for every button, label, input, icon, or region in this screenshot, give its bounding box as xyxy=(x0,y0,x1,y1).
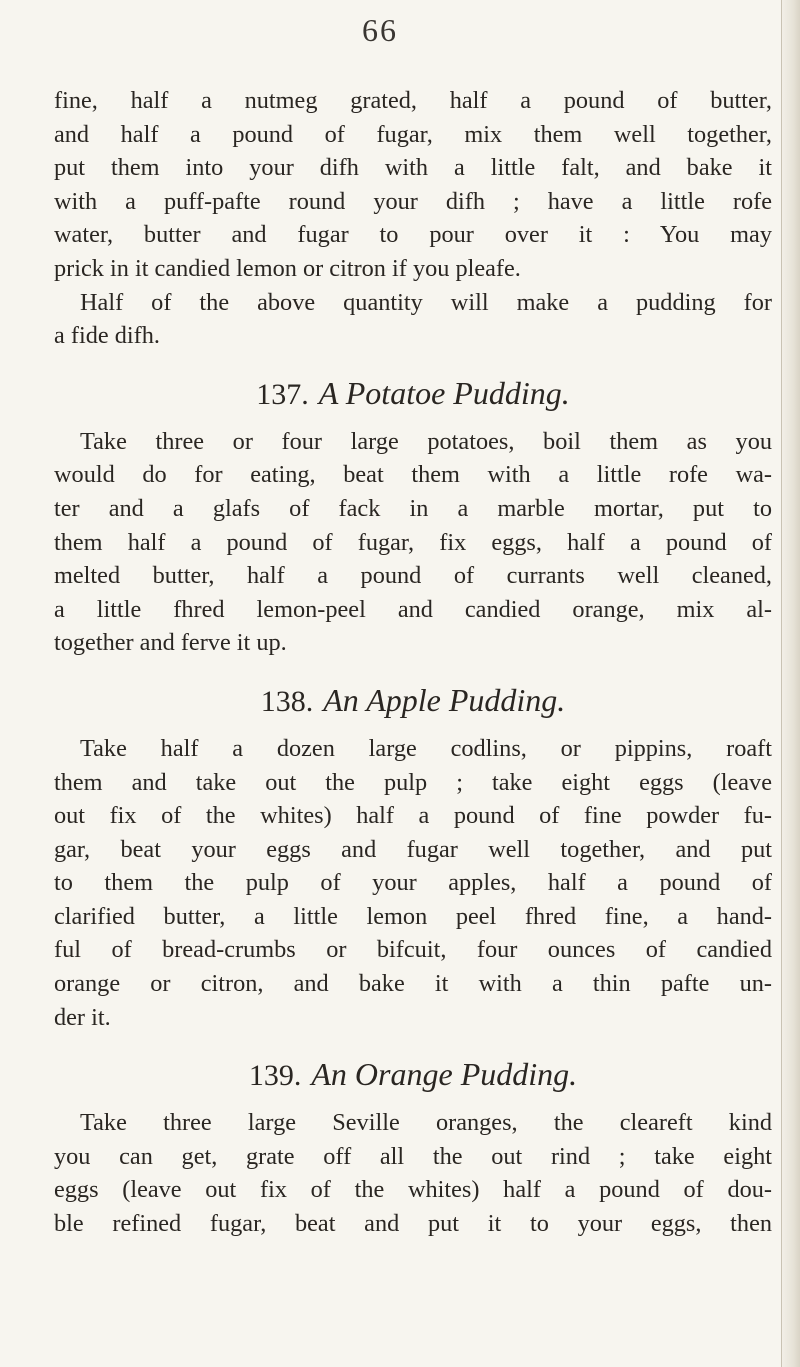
recipe-number: 138. xyxy=(260,684,314,718)
text-line: prick in it candied lemon or citron if you pleafe. xyxy=(54,254,521,282)
text-line: der it. xyxy=(54,1003,111,1031)
text-line: them and take out the pulp ; take eight eggs (leave xyxy=(54,768,772,796)
text-line: with a puff-pafte round your difh ; have a little rofe xyxy=(54,187,772,215)
text-line: fine, half a nutmeg grated, half a pound of butter, xyxy=(54,87,772,114)
text-line: a little fhred lemon-peel and candied orange, mix al- xyxy=(54,595,772,623)
facing-page-edge xyxy=(781,0,800,1367)
text-line: them half a pound of fugar, fix eggs, half a pound of xyxy=(54,528,772,556)
text-line: water, butter and fugar to pour over it : You may xyxy=(54,221,772,249)
text-line: ble refined fugar, beat and put it to your eggs, then xyxy=(54,1210,772,1238)
recipe-number: 139. xyxy=(248,1059,302,1093)
page-number: 66 xyxy=(362,12,398,48)
text-line: clarified butter, a little lemon peel fhred fine, a hand- xyxy=(54,902,772,930)
page-body xyxy=(54,84,772,1241)
recipe-title: An Apple Pudding. xyxy=(323,681,566,718)
text-line: Take half a dozen large codlins, or pippins, roaft xyxy=(80,734,772,762)
text-line: Take three large Seville oranges, the cleareft kind xyxy=(80,1109,772,1137)
recipe-title: An Orange Pudding. xyxy=(311,1056,578,1093)
text-line: together and ferve it up. xyxy=(54,629,287,657)
text-line: gar, beat your eggs and fugar well together, and put xyxy=(54,835,772,863)
recipe-number: 137. xyxy=(256,377,309,411)
text-line: eggs (leave out fix of the whites) half a pound of dou- xyxy=(54,1176,772,1204)
recipe-text xyxy=(54,1106,772,1240)
opening-paragraph xyxy=(54,84,772,286)
recipe-heading xyxy=(54,682,772,720)
text-line: orange or citron, and bake it with a thin pafte un- xyxy=(54,970,772,998)
text-line: melted butter, half a pound of currants well cleaned, xyxy=(54,562,772,590)
text-line: ful of bread-crumbs or bifcuit, four ounces of candied xyxy=(54,936,772,964)
recipe-text xyxy=(54,425,772,660)
text-line: and half a pound of fugar, mix them well together, xyxy=(54,120,772,148)
text-line: Half of the above quantity will make a pudding for xyxy=(80,288,772,316)
recipe-text xyxy=(54,732,772,1034)
text-line: to them the pulp of your apples, half a pound of xyxy=(54,869,772,897)
recipe-heading xyxy=(54,375,772,413)
recipe-heading xyxy=(54,1056,772,1094)
text-line: Take three or four large potatoes, boil them as you xyxy=(80,427,772,455)
recipe-title: A Potatoe Pudding. xyxy=(318,374,570,411)
text-line: ter and a glafs of fack in a marble mortar, put to xyxy=(54,494,772,522)
text-line: put them into your difh with a little falt, and bake it xyxy=(54,154,772,182)
text-line: you can get, grate off all the out rind ; take eight xyxy=(54,1142,772,1170)
opening-note xyxy=(54,286,772,353)
text-line: a fide difh. xyxy=(54,322,160,350)
text-line: would do for eating, beat them with a little rofe wa- xyxy=(54,461,772,489)
text-line: out fix of the whites) half a pound of fine powder fu- xyxy=(54,802,772,830)
